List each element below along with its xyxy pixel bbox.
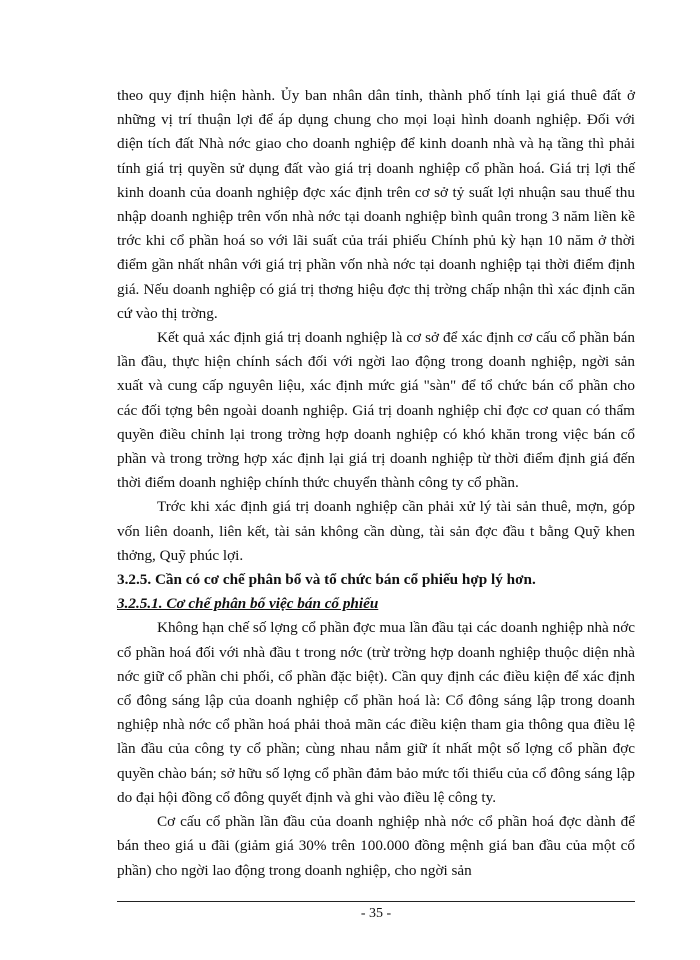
body-text <box>117 84 635 883</box>
page-number: - 35 - <box>360 906 392 921</box>
paragraph-initial-share-structure: Cơ cấu cổ phần lần đầu của doanh nghiệp nhà nớc cổ phần hoá đợc dành để bán theo giá u đãi (giảm giá 30% trên 100.000 đồng mệnh giá ban đầu của một cổ phần) cho ngời lao động trong doanh nghiệp, cho ngời sản <box>117 813 635 879</box>
paragraph-land-valuation: theo quy định hiện hành. Ủy ban nhân dân tỉnh, thành phố tính lại giá thuê đất ở những vị trí thuận lợi để áp dụng chung cho mọi loại hình doanh nghiệp. Đối với diện tích đất Nhà nớc giao cho doanh nghiệp để kinh doanh nhà và hạ tầng thì phải tính giá trị quyền sử dụng đất vào giá trị doanh nghiệp cổ phần hoá. Giá trị lợi thế kinh doanh của doanh nghiệp đợc xác định trên cơ sở tỷ suất lợi nhuận sau thuế thu nhập doanh nghiệp trên vốn nhà nớc tại doanh nghiệp bình quân trong 3 năm liền kề trớc khi cổ phần hoá so với lãi suất của trái phiếu Chính phủ kỳ hạn 10 năm ở thời điểm gần nhất nhân với giá trị phần vốn nhà nớc tại doanh nghiệp tại thời điểm định giá. Nếu doanh nghiệp có giá trị thơng hiệu đợc thị trờng chấp nhận thì xác định căn cứ vào thị trờng. <box>117 87 635 322</box>
paragraph-valuation-result: Kết quả xác định giá trị doanh nghiệp là cơ sở để xác định cơ cấu cổ phần bán lần đầu, thực hiện chính sách đối với ngời lao động trong doanh nghiệp, ngời sản xuất và cung cấp nguyên liệu, xác định mức giá "sàn" để tổ chức bán cổ phần cho các đối tợng bên ngoài doanh nghiệp. Giá trị doanh nghiệp chỉ đợc cơ quan có thẩm quyền điều chỉnh lại trong trờng hợp doanh nghiệp có khó khăn trong việc bán cổ phần và trong trờng hợp xác định lại giá trị doanh nghiệp từ thời điểm định giá đến thời điểm doanh nghiệp chính thức chuyển thành công ty cổ phần. <box>117 329 635 492</box>
paragraph-asset-handling: Trớc khi xác định giá trị doanh nghiệp cần phải xử lý tài sản thuê, mợn, góp vốn liên doanh, liên kết, tài sản không cần dùng, tài sản đợc đầu t bằng Quỹ khen thởng, Quỹ phúc lợi. <box>117 498 635 564</box>
subsection-heading-3-2-5-1: 3.2.5.1. Cơ chế phân bổ việc bán cổ phiếu <box>117 595 379 613</box>
section-heading-3-2-5: 3.2.5. Cần có cơ chế phân bổ và tổ chức bán cổ phiếu hợp lý hơn. <box>117 571 536 589</box>
footer-divider <box>117 901 635 902</box>
paragraph-share-allocation: Không hạn chế số lợng cổ phần đợc mua lần đầu tại các doanh nghiệp nhà nớc cổ phần hoá đối với nhà đầu t trong nớc (trừ trờng hợp doanh nghiệp thuộc diện nhà nớc giữ cổ phần chi phối, cổ phần đặc biệt). Cần quy định các điều kiện để xác định cổ đông sáng lập của doanh nghiệp cổ phần hoá là: Cổ đông sáng lập trong doanh nghiệp nhà nớc cổ phần hoá phải thoả mãn các điều kiện tham gia thông qua điều lệ lần đầu của công ty cổ phần; cùng nhau nắm giữ ít nhất một số lợng cổ phần đợc quyền chào bán; sở hữu số lợng cổ phần đảm bảo mức tối thiểu của cổ đông sáng lập do đại hội đồng cổ đông quyết định và ghi vào điều lệ công ty. <box>117 619 635 806</box>
